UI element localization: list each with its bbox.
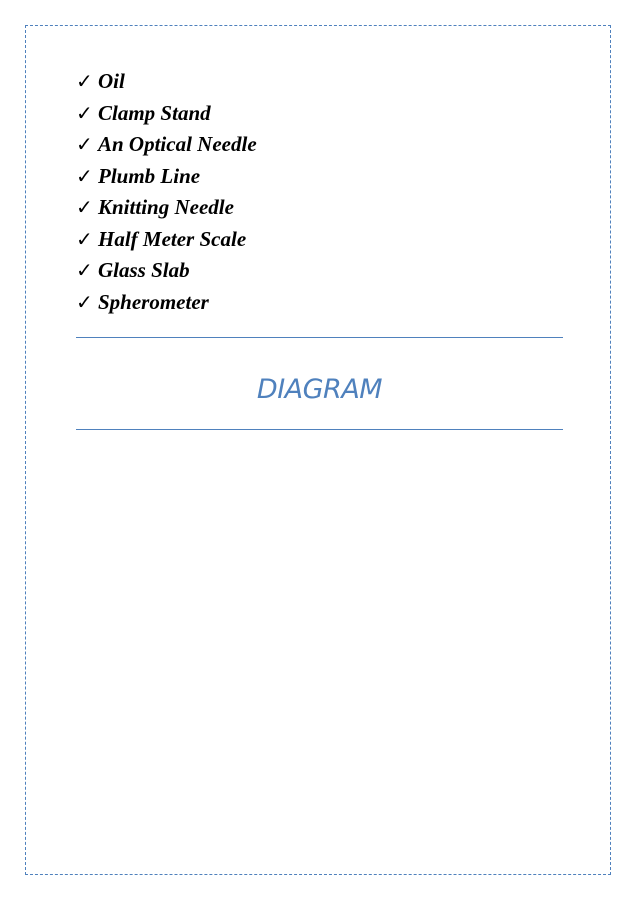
- checkmark-icon: ✓: [76, 163, 93, 188]
- list-item: [76, 161, 257, 193]
- list-item-label: Spherometer: [98, 289, 209, 314]
- checkmark-icon: ✓: [76, 289, 93, 314]
- list-item-label: Clamp Stand: [98, 100, 211, 125]
- checkmark-icon: ✓: [76, 132, 93, 156]
- list-item: [76, 224, 257, 256]
- checkmark-icon: ✓: [76, 100, 93, 125]
- checkmark-icon: ✓: [76, 258, 93, 282]
- apparatus-checklist: [76, 66, 257, 318]
- list-item-label: Oil: [98, 69, 125, 93]
- list-item: [76, 192, 257, 224]
- checkmark-icon: ✓: [76, 195, 93, 219]
- list-item-label: Glass Slab: [98, 258, 190, 282]
- list-item: [76, 287, 257, 319]
- list-item-label: Plumb Line: [98, 163, 201, 188]
- section-heading: DIAGRAM: [256, 374, 383, 405]
- checkmark-icon: ✓: [76, 226, 93, 251]
- list-item-label: Knitting Needle: [98, 195, 234, 219]
- list-item: [76, 129, 257, 161]
- checkmark-icon: ✓: [76, 69, 93, 93]
- list-item: [76, 66, 257, 98]
- list-item-label: Half Meter Scale: [98, 226, 247, 251]
- list-item: [76, 98, 257, 130]
- list-item-label: An Optical Needle: [98, 132, 257, 156]
- list-item: [76, 255, 257, 287]
- section-divider-bottom: [76, 429, 563, 430]
- section-divider-top: [76, 337, 563, 338]
